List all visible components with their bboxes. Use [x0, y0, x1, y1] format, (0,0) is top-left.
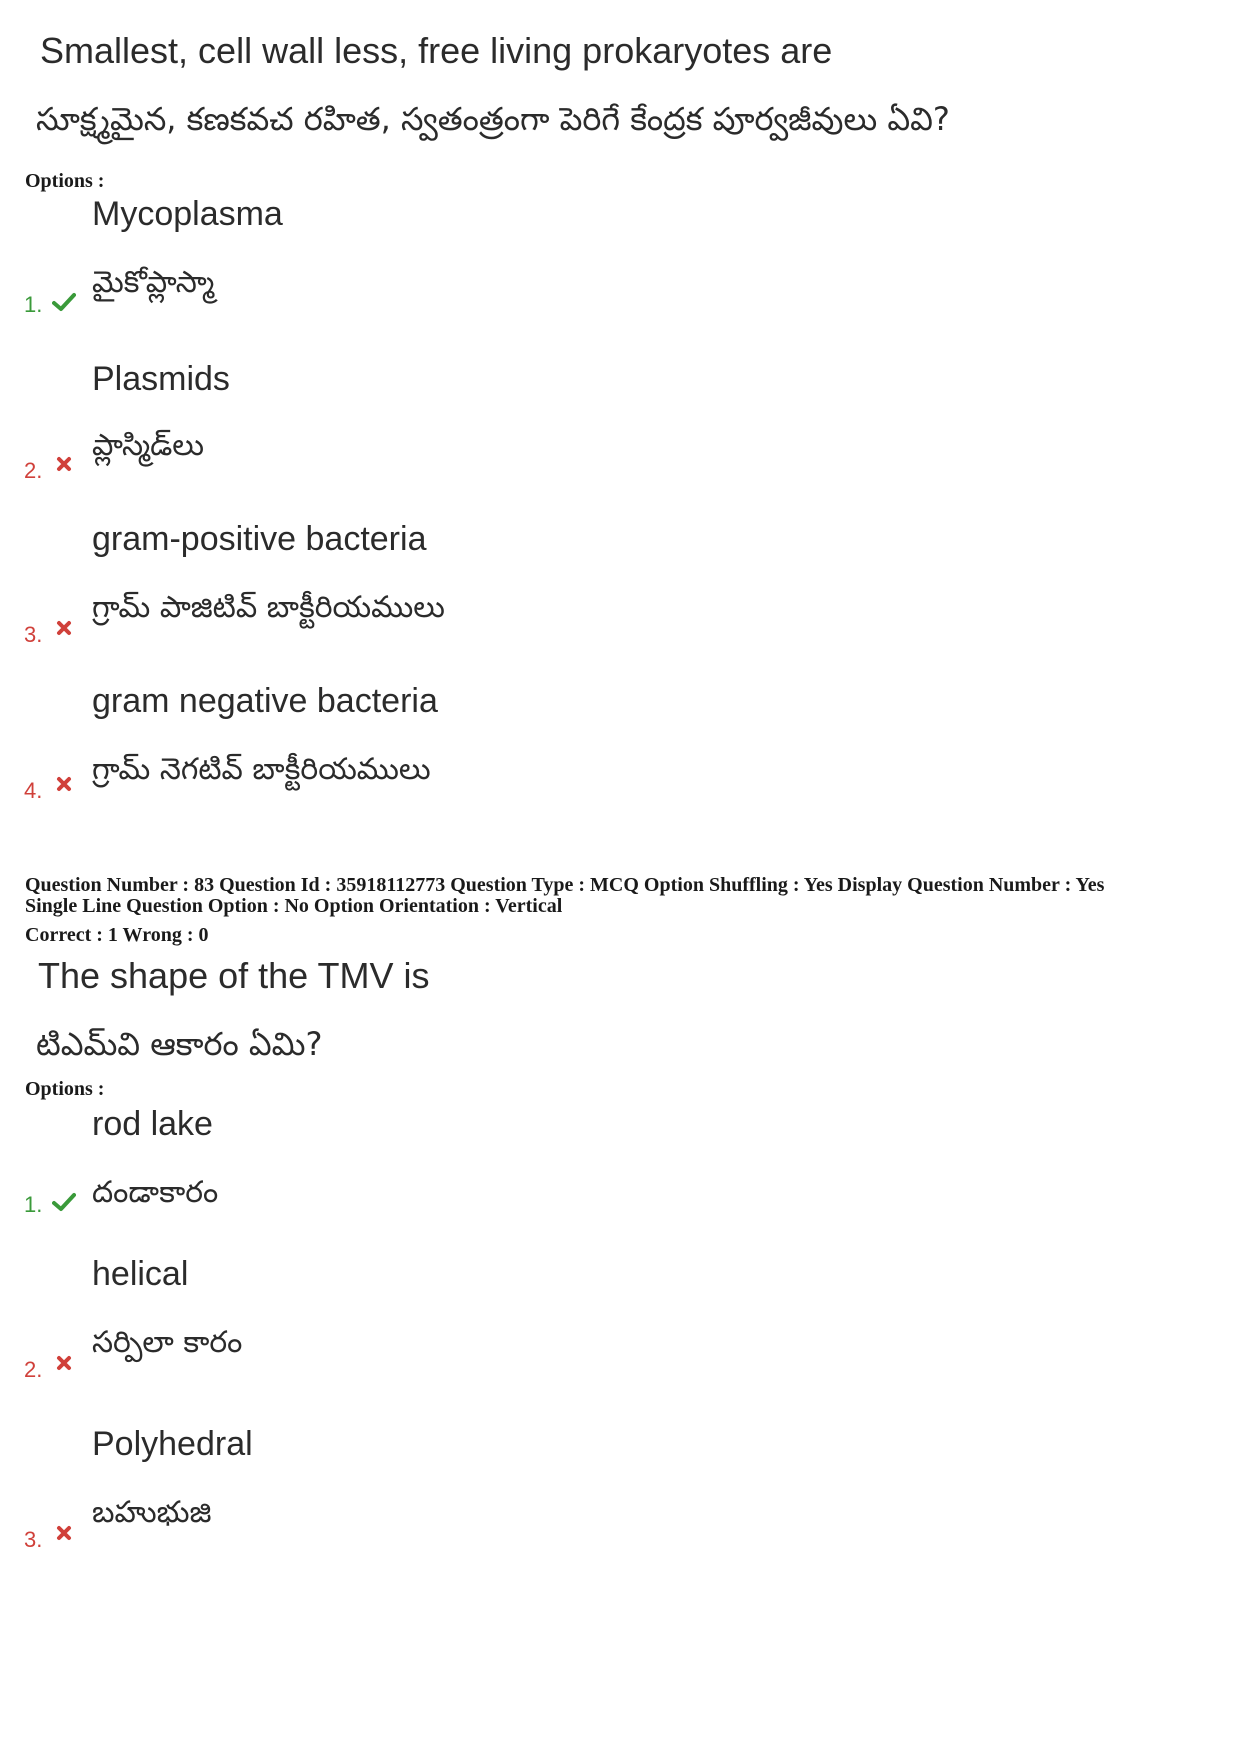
cross-icon [56, 1525, 72, 1541]
option-number: 2. [24, 1357, 43, 1382]
cross-icon [56, 620, 72, 636]
question-text-te: సూక్ష్మమైన, కణకవచ రహిత, స్వతంత్రంగా పెరిగే కేంద్రక పూర్వజీవులు ఏవి? [36, 100, 950, 138]
option-text-en: Mycoplasma [92, 195, 283, 233]
cross-icon [56, 456, 72, 472]
option-text-te: దండాకారం [92, 1175, 219, 1210]
question-meta-line3: Correct : 1 Wrong : 0 [25, 924, 209, 946]
option-number: 4. [24, 778, 43, 803]
option-text-en: rod lake [92, 1105, 213, 1143]
options-label: Options : [25, 1078, 105, 1100]
option-text-en: Polyhedral [92, 1425, 253, 1463]
question-text-en: Smallest, cell wall less, free living prokaryotes are [40, 30, 833, 71]
option-text-en: gram-positive bacteria [92, 520, 427, 558]
question-meta-line1: Question Number : 83 Question Id : 35918112773 Question Type : MCQ Option Shuffling : Yes Display Question Number : Yes [25, 874, 1105, 896]
question-meta-line2: Single Line Question Option : No Option Orientation : Vertical [25, 895, 563, 917]
options-label: Options : [25, 170, 105, 192]
option-text-en: Plasmids [92, 360, 230, 398]
option-text-en: helical [92, 1255, 189, 1293]
option-text-te: గ్రామ్ పాజిటివ్ బాక్టీరియములు [92, 590, 445, 625]
option-number: 3. [24, 1527, 43, 1552]
option-text-te: మైకోప్లాస్మా [92, 265, 215, 300]
option-text-en: gram negative bacteria [92, 682, 438, 720]
option-number: 2. [24, 458, 43, 483]
check-icon [52, 1192, 76, 1212]
question-text-te: టిఎమ్‌వి ఆకారం ఏమి? [36, 1025, 323, 1063]
option-text-te: ప్లాస్మిడ్‌లు [92, 428, 204, 463]
option-number: 1. [24, 1192, 43, 1217]
option-number: 3. [24, 622, 43, 647]
option-text-te: సర్పిలా కారం [92, 1325, 243, 1360]
cross-icon [56, 1355, 72, 1371]
cross-icon [56, 776, 72, 792]
option-number: 1. [24, 292, 43, 317]
question-text-en: The shape of the TMV is [38, 955, 430, 996]
check-icon [52, 292, 76, 312]
option-text-te: గ్రామ్ నెగటివ్ బాక్టీరియములు [92, 752, 431, 787]
option-text-te: బహుభుజి [92, 1495, 212, 1530]
